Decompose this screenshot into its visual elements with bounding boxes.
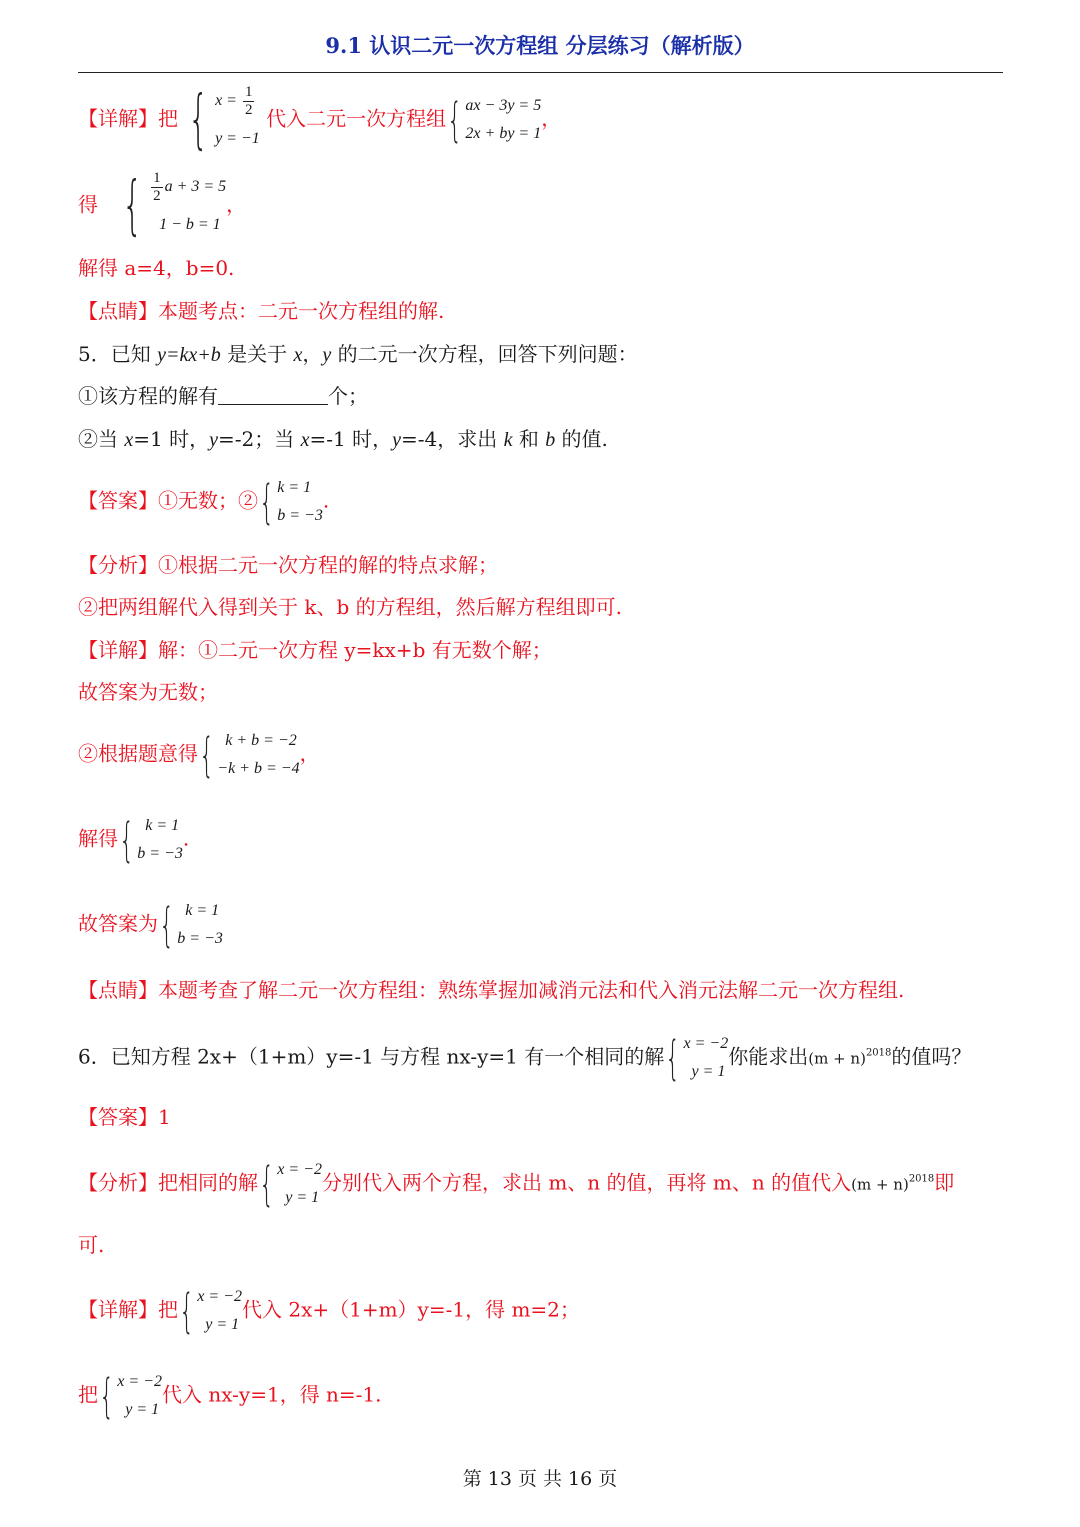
solution-system: [178, 1283, 242, 1339]
solution-text: 解得 a=4，b=0.: [78, 256, 235, 280]
text: 本题考查了解二元一次方程组：熟练掌握加减消元法和代入消元法解二元一次方程组.: [158, 978, 905, 1002]
text: 2018: [865, 1047, 892, 1059]
detail-5-line-4: [78, 812, 189, 868]
text: ，: [299, 741, 320, 766]
text: 是关于: [220, 342, 294, 366]
page-header-title: 9.1 认识二元一次方程组 分层练习（解析版）: [325, 33, 755, 58]
analysis-5-line-2: ②把两组解代入得到关于 k、b 的方程组，然后解方程组即可.: [78, 595, 622, 619]
text: 解得: [78, 826, 118, 851]
text: ①无数；②: [158, 488, 258, 513]
text: 2018: [908, 1173, 935, 1185]
eq-row: b = −3: [137, 845, 183, 862]
text: 代入 nx-y=1，得 n=-1.: [161, 1382, 382, 1407]
eq-row: b = −3: [177, 930, 223, 947]
analysis-5: [78, 555, 498, 575]
text: ，: [226, 192, 247, 217]
eq-row: y = −1: [215, 130, 260, 147]
solution-system: [258, 1156, 322, 1212]
answer-blank: [218, 386, 328, 405]
text: 的值.: [555, 427, 608, 451]
text: =-4，求出: [400, 427, 504, 451]
text: ②根据题意得: [78, 741, 198, 766]
detail-5-line-3: [78, 727, 320, 783]
brace-icon: {: [199, 728, 214, 782]
text: =1 时，: [133, 427, 210, 451]
text: y: [322, 344, 332, 366]
text: 把相同的解: [158, 1170, 258, 1195]
detail-5-line-2: 故答案为无数；: [78, 680, 218, 704]
numerator: 1: [244, 83, 253, 100]
analysis-tag: 【分析】: [78, 1170, 158, 1195]
text: x: [293, 344, 303, 366]
text: =-2；当: [217, 427, 301, 451]
equation-system-3: [118, 168, 226, 244]
text: ，: [302, 342, 323, 366]
question-5-part-2: [78, 429, 608, 450]
equation-system-kb: [198, 727, 300, 783]
brace-icon: {: [665, 1031, 681, 1085]
detail-5-line-5: [78, 897, 223, 953]
eq-row: k = 1: [145, 817, 180, 834]
brace-icon: {: [99, 1369, 114, 1423]
text: 把: [158, 106, 178, 131]
brace-icon: {: [159, 898, 174, 952]
detail-tag: 【详解】: [78, 1297, 158, 1322]
eq-row: 2x + by = 1: [465, 125, 542, 142]
eq-row: 1 − b = 1: [159, 216, 221, 233]
comment-5: [78, 980, 904, 1000]
numerator: 1: [153, 169, 161, 186]
text: 代入二元一次方程组: [266, 106, 447, 131]
text: ②当: [78, 427, 125, 451]
analysis-6-line-2: 可.: [78, 1233, 105, 1257]
brace-icon: {: [447, 93, 463, 147]
eq-row: y = 1: [285, 1189, 320, 1206]
common-solution-system: [664, 1030, 728, 1086]
text: .: [322, 488, 330, 513]
equation-system-2: [446, 92, 541, 148]
answer-tag: 【答案】: [78, 488, 158, 513]
detail-tag: 【详解】: [78, 106, 158, 131]
brace-icon: {: [259, 1157, 274, 1211]
text: (m + n): [851, 1175, 909, 1194]
text: 把: [158, 1297, 178, 1322]
brace-icon: {: [179, 1284, 194, 1338]
comment-tag: 【点睛】: [78, 978, 158, 1002]
text: 和: [512, 427, 546, 451]
final-system: [158, 897, 223, 953]
question-6: [78, 1030, 971, 1086]
eq-row: a + 3 = 5: [164, 178, 227, 195]
text: 的二元一次方程，回答下列问题：: [331, 342, 638, 366]
text: y=kx+b: [157, 344, 221, 366]
answer-system: [258, 474, 323, 530]
eq-row: y = 1: [205, 1316, 240, 1333]
solution-system: [98, 1368, 162, 1424]
text: 把: [78, 1382, 98, 1407]
text: 你能求出: [728, 1044, 809, 1069]
brace-icon: {: [188, 83, 209, 157]
question-5: [78, 344, 638, 365]
text: 故答案为: [78, 911, 158, 936]
text: ①该方程的解有: [78, 384, 218, 408]
text: ，: [541, 106, 562, 131]
text: .: [182, 826, 190, 851]
answer-5: [78, 474, 329, 530]
eq-row: b = −3: [277, 507, 323, 524]
text: 解：①二元一次方程 y=kx+b 有无数个解；: [158, 638, 552, 662]
text: 本题考点：二元一次方程组的解.: [158, 299, 445, 323]
eq-row: ax − 3y = 5: [465, 97, 542, 114]
eq-row: −k + b = −4: [217, 760, 300, 777]
text: 代入 2x+（1+m）y=-1，得 m=2；: [241, 1297, 580, 1322]
page-number: 第 13 页 共 16 页: [462, 1468, 618, 1490]
text: 6．已知方程 2x+（1+m）y=-1 与方程 nx-y=1 有一个相同的解: [78, 1044, 665, 1069]
brace-icon: {: [122, 169, 143, 243]
eq-row: x = −2: [277, 1161, 322, 1178]
text: (m + n): [808, 1049, 866, 1068]
text: 的值吗？: [891, 1044, 972, 1069]
detail-5: [78, 640, 552, 660]
eq-row: k + b = −2: [225, 732, 297, 749]
brace-icon: {: [259, 475, 274, 529]
eq-row: y = 1: [125, 1401, 160, 1418]
solution-system-1: [184, 82, 259, 158]
answer-6: [78, 1107, 171, 1127]
detail-line-2: [78, 168, 246, 244]
text: =-1 时，: [309, 427, 393, 451]
detail-6: [78, 1283, 580, 1339]
text: 分别代入两个方程，求出 m、n 的值，再将 m、n 的值代入: [321, 1170, 852, 1195]
detail-tag: 【详解】: [78, 638, 158, 662]
detail-6-line-2: [78, 1368, 382, 1424]
text: 5．已知: [78, 342, 158, 366]
analysis-tag: 【分析】: [78, 553, 158, 577]
text: y: [392, 429, 401, 451]
comment-tag: 【点睛】: [78, 299, 158, 323]
text: 得: [78, 192, 98, 217]
text: y: [209, 429, 218, 451]
text: 1: [158, 1105, 171, 1129]
eq-row: k = 1: [277, 479, 312, 496]
denominator: 2: [153, 187, 161, 204]
solved-system: [118, 812, 183, 868]
detail-line-1: [78, 82, 561, 158]
eq-row: x = −2: [197, 1288, 242, 1305]
text: x: [300, 429, 310, 451]
answer-tag: 【答案】: [78, 1105, 158, 1129]
eq-row: y = 1: [691, 1063, 726, 1080]
text: b: [545, 429, 556, 451]
text: x: [124, 429, 134, 451]
eq-row: k = 1: [185, 902, 220, 919]
comment-line-4: [78, 301, 444, 321]
question-5-part-1: [78, 386, 368, 406]
analysis-6: [78, 1156, 954, 1212]
eq-row: x = −2: [683, 1035, 729, 1052]
text: ①根据二元一次方程的解的特点求解；: [158, 553, 498, 577]
denominator: 2: [244, 101, 253, 118]
eq-row: x = −2: [117, 1373, 162, 1390]
text: k: [503, 429, 513, 451]
eq-row: x =: [215, 92, 237, 109]
brace-icon: {: [119, 813, 134, 867]
header-rule: [78, 72, 1003, 73]
text: 个；: [328, 384, 368, 408]
text: 即: [934, 1170, 955, 1195]
